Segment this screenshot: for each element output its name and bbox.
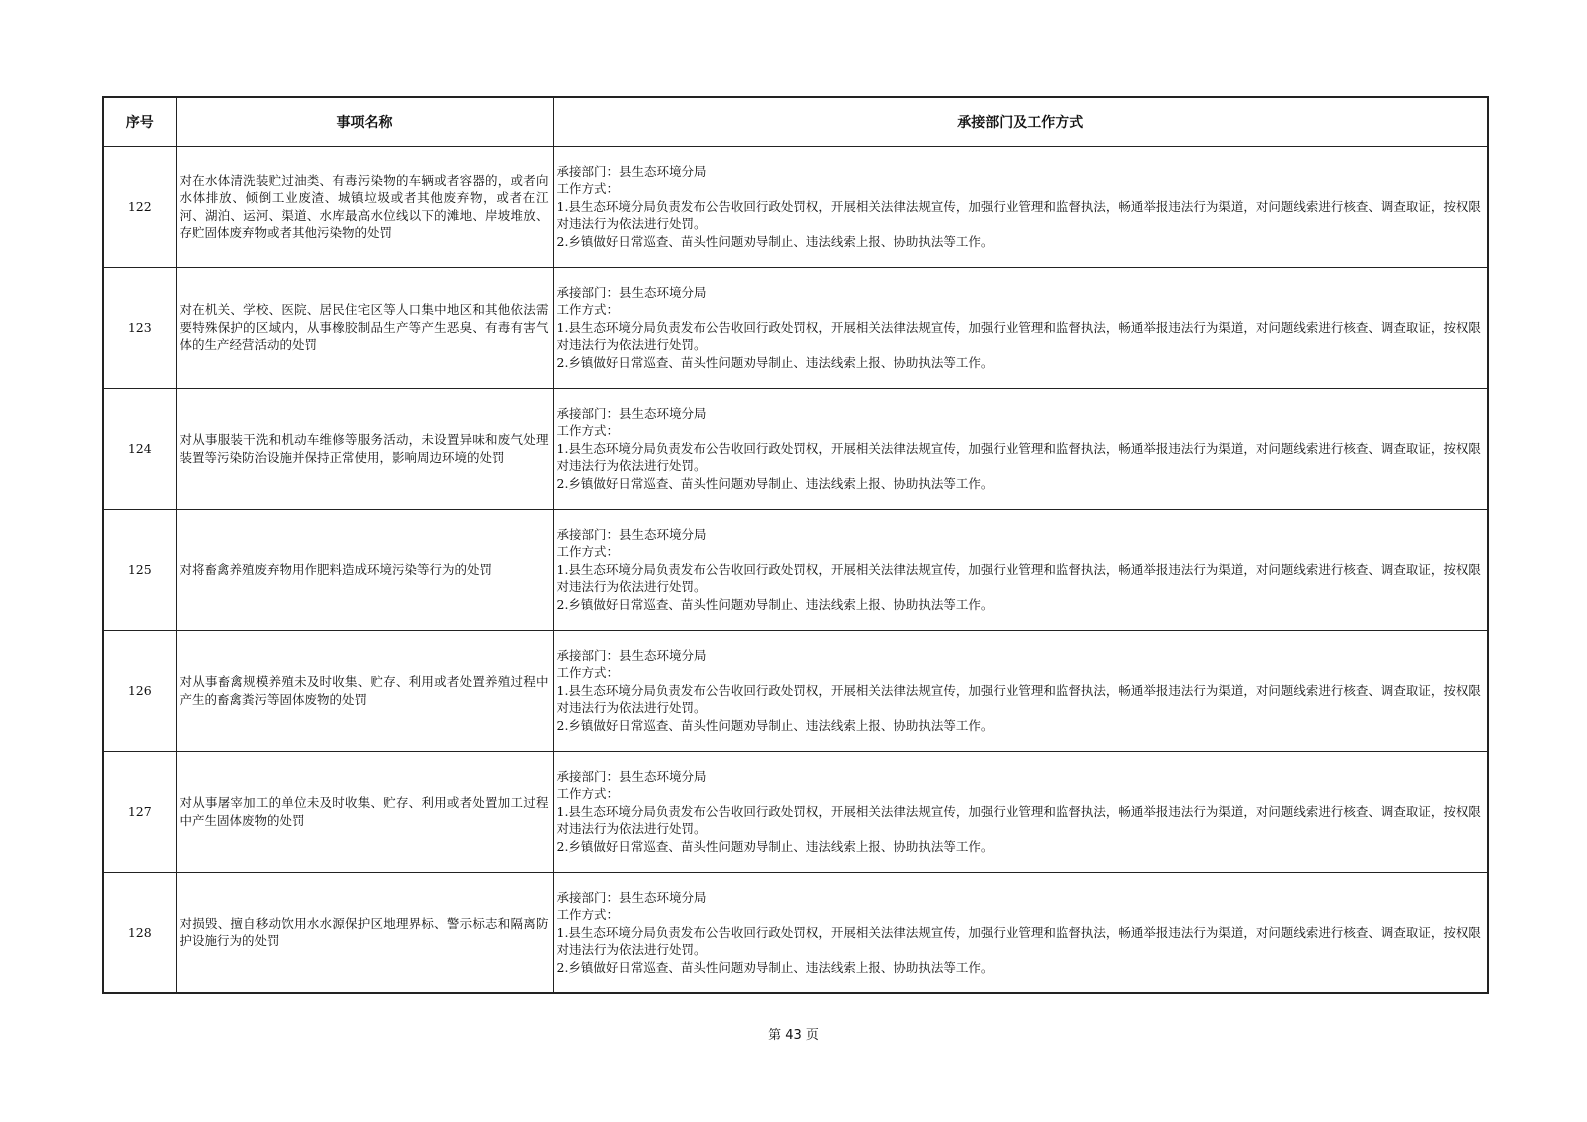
row-matter-name: 对从事服装干洗和机动车维修等服务活动，未设置异味和废气处理装置等污染防治设施并保持正常使用，影响周边环境的处罚 xyxy=(176,388,553,509)
row-matter-name: 对损毁、擅自移动饮用水水源保护区地理界标、警示标志和隔离防护设施行为的处罚 xyxy=(176,872,553,993)
row-serial-number: 125 xyxy=(103,509,176,630)
row-matter-name: 对将畜禽养殖废弃物用作肥料造成环境污染等行为的处罚 xyxy=(176,509,553,630)
row-serial-number: 123 xyxy=(103,267,176,388)
dept-work-method-item-2: 2.乡镇做好日常巡查、苗头性问题劝导制止、违法线索上报、协助执法等工作。 xyxy=(556,354,994,370)
dept-undertaking-department: 承接部门：县生态环境分局 xyxy=(556,163,707,179)
row-department-method xyxy=(553,630,1488,751)
dept-work-method-item-2: 2.乡镇做好日常巡查、苗头性问题劝导制止、违法线索上报、协助执法等工作。 xyxy=(556,838,994,854)
row-department-method xyxy=(553,751,1488,872)
matters-table xyxy=(102,96,1489,994)
page-number: 第 43 页 xyxy=(768,1028,819,1043)
row-matter-name: 对在机关、学校、医院、居民住宅区等人口集中地区和其他依法需要特殊保护的区域内，从事橡胶制品生产等产生恶臭、有毒有害气体的生产经营活动的处罚 xyxy=(176,267,553,388)
dept-work-method-item-2: 2.乡镇做好日常巡查、苗头性问题劝导制止、违法线索上报、协助执法等工作。 xyxy=(556,959,994,975)
row-serial-number: 128 xyxy=(103,872,176,993)
dept-undertaking-department: 承接部门：县生态环境分局 xyxy=(556,889,707,905)
dept-work-method-label: 工作方式： xyxy=(556,181,620,197)
dept-work-method-label: 工作方式： xyxy=(556,907,620,922)
row-serial-number: 124 xyxy=(103,388,176,509)
row-department-method xyxy=(553,146,1488,267)
row-serial-number: 127 xyxy=(103,751,176,872)
row-department-method xyxy=(553,509,1488,630)
dept-work-method-item-2: 2.乡镇做好日常巡查、苗头性问题劝导制止、违法线索上报、协助执法等工作。 xyxy=(556,717,994,733)
dept-work-method-item-1: 1.县生态环境分局负责发布公告收回行政处罚权，开展相关法律法规宣传，加强行业管理和监督执法，畅通举报违法行为渠道，对问题线索进行核查、调查取证，按权限对违法行为依法进行处罚。 xyxy=(556,561,1481,595)
dept-work-method-label: 工作方式： xyxy=(556,544,620,560)
header-department-method: 承接部门及工作方式 xyxy=(553,97,1488,146)
dept-work-method-item-1: 1.县生态环境分局负责发布公告收回行政处罚权，开展相关法律法规宣传，加强行业管理和监督执法，畅通举报违法行为渠道，对问题线索进行核查、调查取证，按权限对违法行为依法进行处罚。 xyxy=(556,440,1481,474)
row-department-method xyxy=(553,872,1488,993)
dept-undertaking-department: 承接部门：县生态环境分局 xyxy=(556,284,707,300)
table-row xyxy=(103,751,1488,872)
row-serial-number: 126 xyxy=(103,630,176,751)
dept-work-method-item-1: 1.县生态环境分局负责发布公告收回行政处罚权，开展相关法律法规宣传，加强行业管理和监督执法，畅通举报违法行为渠道，对问题线索进行核查、调查取证，按权限对违法行为依法进行处罚。 xyxy=(556,924,1481,957)
row-serial-number: 122 xyxy=(103,146,176,267)
dept-undertaking-department: 承接部门：县生态环境分局 xyxy=(556,405,707,421)
row-department-method xyxy=(553,267,1488,388)
table-row xyxy=(103,872,1488,993)
row-matter-name: 对从事屠宰加工的单位未及时收集、贮存、利用或者处置加工过程中产生固体废物的处罚 xyxy=(176,751,553,872)
table-row xyxy=(103,509,1488,630)
dept-work-method-item-1: 1.县生态环境分局负责发布公告收回行政处罚权，开展相关法律法规宣传，加强行业管理和监督执法，畅通举报违法行为渠道，对问题线索进行核查、调查取证，按权限对违法行为依法进行处罚。 xyxy=(556,198,1481,232)
table-row xyxy=(103,388,1488,509)
row-department-method xyxy=(553,388,1488,509)
table-header-row xyxy=(103,97,1488,146)
dept-work-method-item-1: 1.县生态环境分局负责发布公告收回行政处罚权，开展相关法律法规宣传，加强行业管理和监督执法，畅通举报违法行为渠道，对问题线索进行核查、调查取证，按权限对违法行为依法进行处罚。 xyxy=(556,803,1481,837)
dept-work-method-item-2: 2.乡镇做好日常巡查、苗头性问题劝导制止、违法线索上报、协助执法等工作。 xyxy=(556,233,994,249)
dept-work-method-label: 工作方式： xyxy=(556,423,620,439)
dept-work-method-item-1: 1.县生态环境分局负责发布公告收回行政处罚权，开展相关法律法规宣传，加强行业管理和监督执法，畅通举报违法行为渠道，对问题线索进行核查、调查取证，按权限对违法行为依法进行处罚。 xyxy=(556,682,1481,716)
dept-work-method-label: 工作方式： xyxy=(556,786,620,802)
dept-work-method-item-2: 2.乡镇做好日常巡查、苗头性问题劝导制止、违法线索上报、协助执法等工作。 xyxy=(556,596,994,612)
header-serial-number: 序号 xyxy=(103,97,176,146)
table-row xyxy=(103,267,1488,388)
table-row xyxy=(103,630,1488,751)
dept-undertaking-department: 承接部门：县生态环境分局 xyxy=(556,768,707,784)
row-matter-name: 对在水体清洗装贮过油类、有毒污染物的车辆或者容器的，或者向水体排放、倾倒工业废渣、城镇垃圾或者其他废弃物，或者在江河、湖泊、运河、渠道、水库最高水位线以下的滩地、岸坡堆放、存贮固体废弃物或者其他污染物的处罚 xyxy=(176,146,553,267)
header-matter-name: 事项名称 xyxy=(176,97,553,146)
dept-work-method-label: 工作方式： xyxy=(556,665,620,681)
row-matter-name: 对从事畜禽规模养殖未及时收集、贮存、利用或者处置养殖过程中产生的畜禽粪污等固体废物的处罚 xyxy=(176,630,553,751)
dept-work-method-item-1: 1.县生态环境分局负责发布公告收回行政处罚权，开展相关法律法规宣传，加强行业管理和监督执法，畅通举报违法行为渠道，对问题线索进行核查、调查取证，按权限对违法行为依法进行处罚。 xyxy=(556,319,1481,353)
table-row xyxy=(103,146,1488,267)
dept-undertaking-department: 承接部门：县生态环境分局 xyxy=(556,526,707,542)
dept-work-method-label: 工作方式： xyxy=(556,302,620,318)
dept-undertaking-department: 承接部门：县生态环境分局 xyxy=(556,647,707,663)
dept-work-method-item-2: 2.乡镇做好日常巡查、苗头性问题劝导制止、违法线索上报、协助执法等工作。 xyxy=(556,475,994,491)
